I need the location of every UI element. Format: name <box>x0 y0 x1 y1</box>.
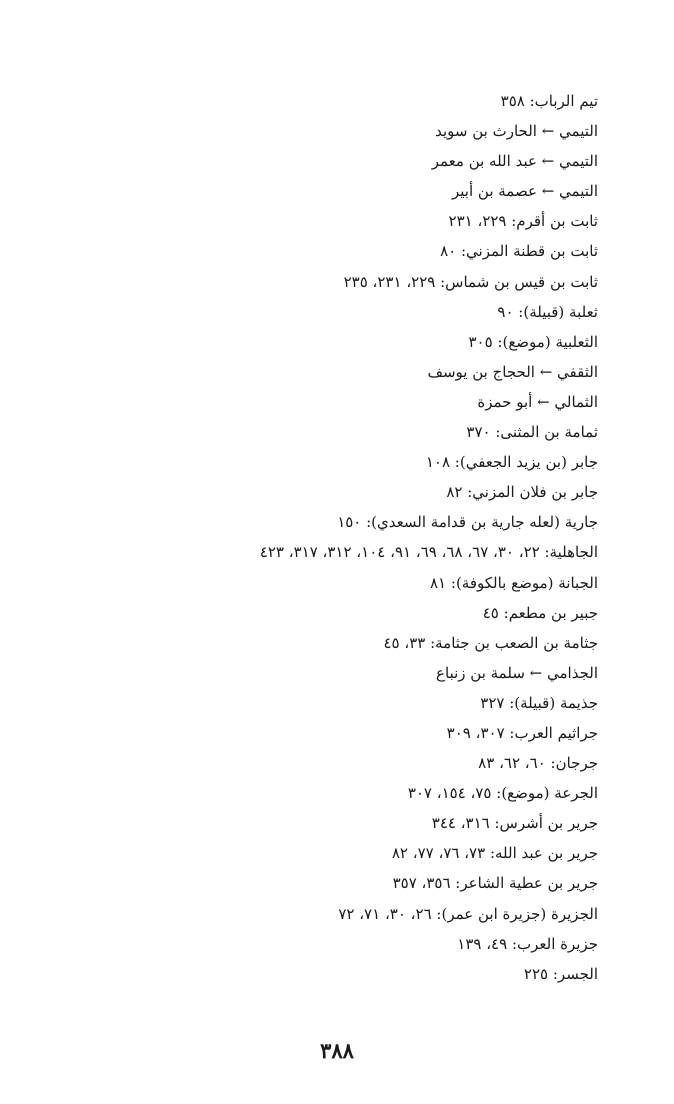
index-entry: ثعلبة (قبيلة): ٩٠ <box>497 302 598 321</box>
index-entry: تيم الرباب: ٣٥٨ <box>500 92 598 110</box>
index-entry: جرير بن أشرس: ٣١٦، ٣٤٤ <box>431 814 598 833</box>
index-entry: جراثيم العرب: ٣٠٧، ٣٠٩ <box>446 723 598 742</box>
index-entry: الجزيرة (جزيرة ابن عمر): ٢٦، ٣٠، ٧١، ٧٢ <box>338 904 598 923</box>
index-entry: ثمامة بن المثنى: ٣٧٠ <box>466 423 598 442</box>
index-entry: التيمي ← الحارث بن سويد <box>435 122 598 141</box>
index-entry: ثابت بن قطنة المزني: ٨٠ <box>440 242 598 261</box>
index-entry: الجذامي ← سلمة بن زنباع <box>436 663 598 682</box>
index-entry: جرير بن عبد الله: ٧٣، ٧٦، ٧٧، ٨٢ <box>391 844 598 863</box>
index-entry: جابر بن فلان المزني: ٨٢ <box>446 483 598 502</box>
index-entry: الجسر: ٢٢٥ <box>523 964 598 983</box>
index-entry: جبير بن مطعم: ٤٥ <box>482 603 598 622</box>
index-entry: التيمي ← عصمة بن أبير <box>451 182 598 201</box>
index-entry: جارية (لعله جارية بن قدامة السعدي): ١٥٠ <box>337 513 598 532</box>
index-entry: الجرعة (موضع): ٧٥، ١٥٤، ٣٠٧ <box>407 784 598 803</box>
index-entry: الثعلبية (موضع): ٣٠٥ <box>468 332 598 351</box>
index-entry: جابر (بن يزيد الجعفي): ١٠٨ <box>425 453 598 472</box>
index-entry: جذيمة (قبيلة): ٣٢٧ <box>480 693 598 712</box>
index-entry: جزيرة العرب: ٤٩، ١٣٩ <box>457 934 598 953</box>
index-entry-list <box>158 86 598 989</box>
index-entry: الثقفي ← الحجاج بن يوسف <box>427 362 598 381</box>
index-entry: ثابت بن قيس بن شماس: ٢٢٩، ٢٣١، ٢٣٥ <box>343 272 598 291</box>
index-entry: التيمي ← عبد الله بن معمر <box>431 152 598 171</box>
index-entry: الجاهلية: ٢٢، ٣٠، ٦٧، ٦٨، ٦٩، ٩١، ١٠٤، ٣١٢، ٣١٧، ٤٢٣ <box>259 543 598 562</box>
index-entry: الثمالي ← أبو حمزة <box>477 392 598 411</box>
page-number: ٣٨٨ <box>320 1038 354 1063</box>
index-entry: ثابت بن أقرم: ٢٢٩، ٢٣١ <box>448 212 598 231</box>
index-entry: جرجان: ٦٠، ٦٢، ٨٣ <box>478 754 598 773</box>
index-entry: جرير بن عطية الشاعر: ٣٥٦، ٣٥٧ <box>392 874 598 893</box>
index-entry: الجبانة (موضع بالكوفة): ٨١ <box>430 573 598 592</box>
index-entry: جثامة بن الصعب بن جثامة: ٣٣، ٤٥ <box>383 633 598 652</box>
